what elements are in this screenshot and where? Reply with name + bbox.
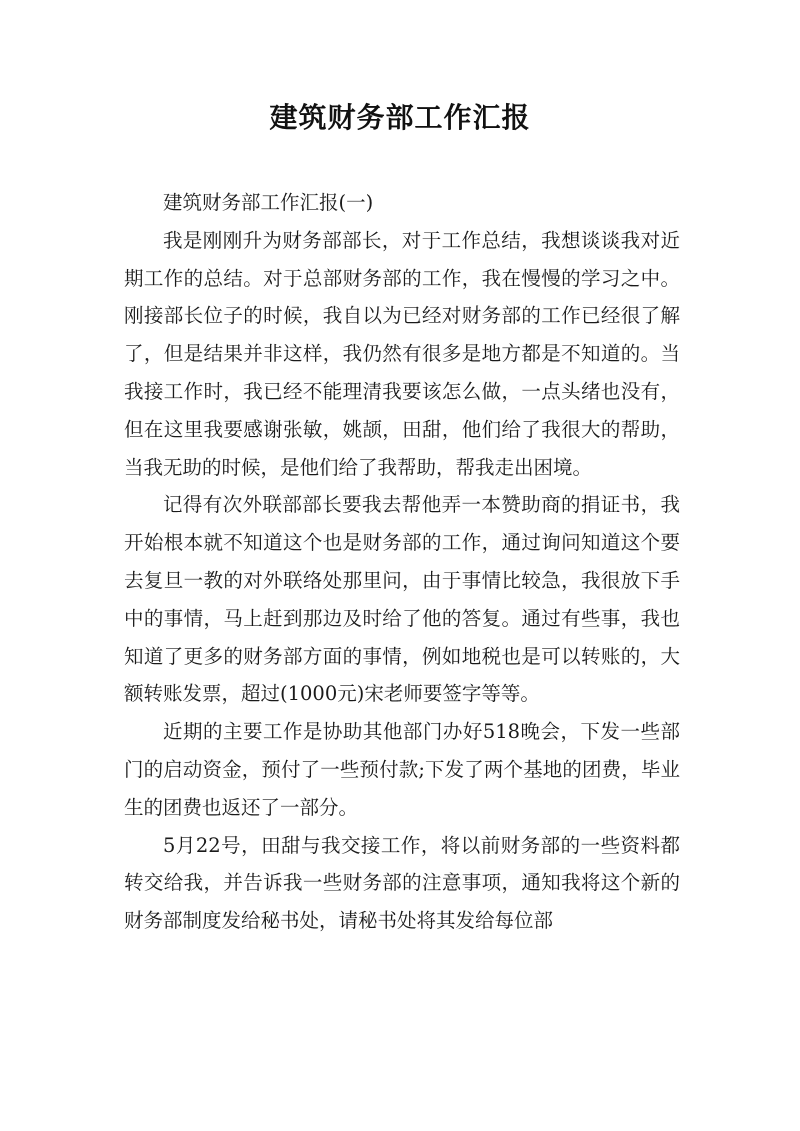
document-subtitle: 建筑财务部工作汇报(一) bbox=[163, 191, 374, 214]
paragraph-2: 记得有次外联部部长要我去帮他弄一本赞助商的捐证书，我开始根本就不知道这个也是财务部的工作，通过询问知道这个要去复旦一教的对外联络处那里问，由于事情比较急，我很放下手中的事情，马上赶到那边及时给了他的答复。通过有些事，我也知道了更多的财务部方面的事情，例如地税也是可以转账的，大额转账发票，超过(1000元)宋老师要签字等等。 bbox=[124, 493, 680, 706]
paragraph-4: 5月22号，田甜与我交接工作，将以前财务部的一些资料都转交给我，并告诉我一些财务部的注意事项，通知我将这个新的财务部制度发给秘书处，请秘书处将其发给每位部 bbox=[124, 833, 680, 933]
paragraph-3: 近期的主要工作是协助其他部门办好518晚会，下发一些部门的启动资金，预付了一些预付款;下发了两个基地的团费，毕业生的团费也返还了一部分。 bbox=[124, 720, 680, 819]
document-body bbox=[124, 184, 680, 940]
document-title: 建筑财务部工作汇报 bbox=[269, 101, 531, 134]
paragraph-1: 我是刚刚升为财务部部长，对于工作总结，我想谈谈我对近期工作的总结。对于总部财务部的工作，我在慢慢的学习之中。刚接部长位子的时候，我自以为已经对财务部的工作已经很了解了，但是结果并非这样，我仍然有很多是地方都是不知道的。当我接工作时，我已经不能理清我要该怎么做，一点头绪也没有，但在这里我要感谢张敏，姚颉，田甜，他们给了我很大的帮助，当我无助的时候，是他们给了我帮助，帮我走出困境。 bbox=[124, 228, 680, 479]
